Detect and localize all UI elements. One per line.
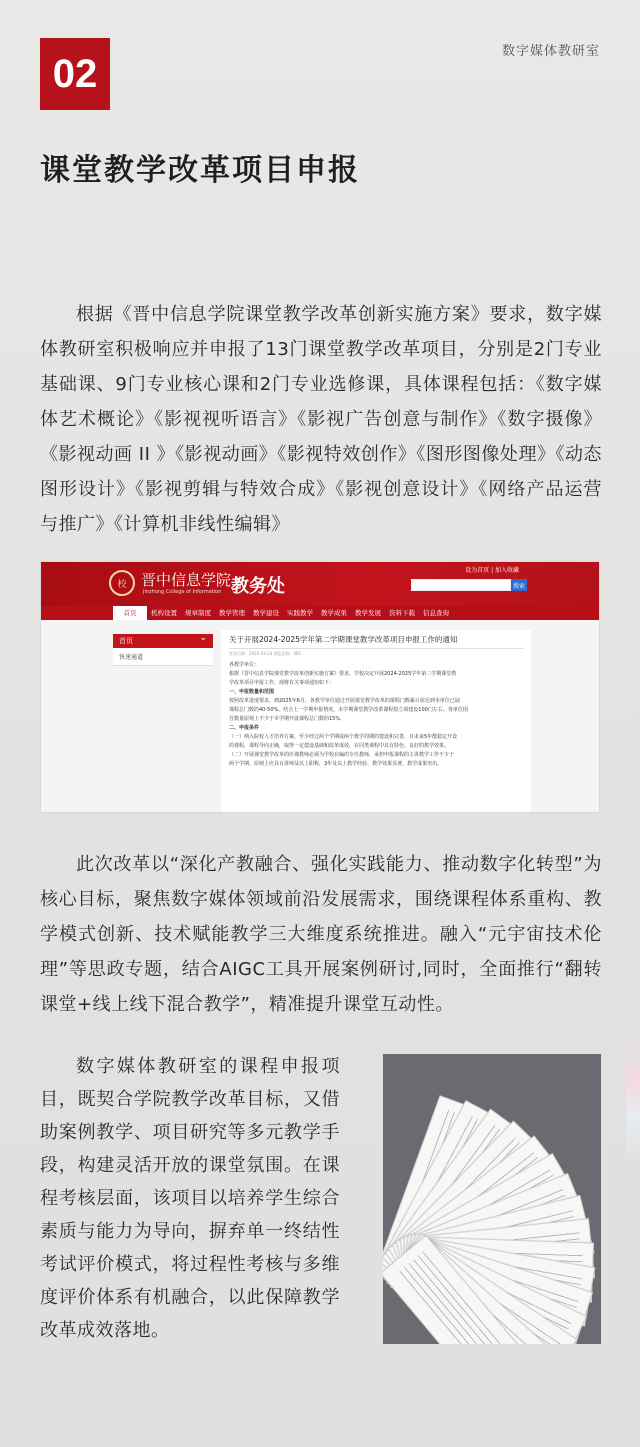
screenshot-top-links: 设为首页 | 加入收藏 bbox=[465, 567, 519, 574]
article-line: 两个学期。原则上应具有讲师及以上职称，3年及以上教学经验，教学效果显著，教学成果突出。 bbox=[229, 761, 443, 767]
screenshot-nav-item: 教学建设 bbox=[253, 609, 279, 617]
screenshot-dept-name: 教务处 bbox=[231, 576, 285, 597]
screenshot-school-name-en: Jinzhong College of Information bbox=[143, 589, 222, 595]
screenshot-nav-item: 实践教学 bbox=[287, 609, 313, 617]
section-title: 课堂教学改革项目申报 bbox=[40, 153, 360, 188]
screenshot-body bbox=[41, 620, 599, 812]
screenshot-article bbox=[221, 630, 531, 813]
article-line: 根据《晋中信息学院课堂教学改革创新实施方案》要求，学校决定开展2024-2025学年第二学期课堂教 bbox=[229, 671, 457, 677]
article-line: （一）纳入院校人才培养方案，至少经过两个学期或两个教学周期的建设和完善，且未来5年能稳定开设 bbox=[229, 734, 458, 740]
decorative-strip bbox=[626, 1050, 640, 1160]
notice-webpage-screenshot bbox=[40, 561, 600, 813]
screenshot-search-button: 搜索 bbox=[511, 579, 527, 591]
application-forms-photo bbox=[383, 1054, 601, 1344]
screenshot-sidebar bbox=[113, 634, 213, 666]
department-label: 数字媒体教研室 bbox=[501, 44, 600, 59]
screenshot-sidebar-item: 快速通道 bbox=[113, 648, 213, 666]
article-line: 按照改革进度要求，到2025年6月，各教学单位通过开展课堂教学改革的课程门数累计需达到本单位已展 bbox=[229, 698, 460, 704]
paragraph-reform-goals: 此次改革以“深化产教融合、强化实践能力、推动数字化转型”为核心目标，聚焦数字媒体领域前沿发展需求，围绕课程体系重构、教学模式创新、技术赋能教学三大维度系统推进。融入“元宇宙技术伦理”等思政专题，结合AIGC工具开展案例研讨,同时，全面推行“翻转课堂+线上线下混合教学”，精准提升课堂互动性。 bbox=[40, 854, 602, 1015]
school-seal-icon: 校 bbox=[109, 570, 135, 596]
screenshot-nav-item: 资料下载 bbox=[389, 609, 415, 617]
screenshot-search-input bbox=[411, 579, 511, 591]
screenshot-nav bbox=[41, 606, 599, 620]
paragraph-intro: 根据《晋中信息学院课堂教学改革创新实施方案》要求，数字媒体教研室积极响应并申报了13门课堂教学改革项目，分别是2门专业基础课、9门专业核心课和2门专业选修课，具体课程包括：《数字媒体艺术概论》《影视视听语言》《影视广告创意与制作》《数字摄像》《影视动画 II 》《影视动画》《影视特效创作》《图形图像处理》《动态图形设计》《影视剪辑与特效合成》《影视创意设计》《网络产品运营与推广》《计算机非线性编辑》 bbox=[40, 304, 602, 535]
screenshot-article-title: 关于开展2024-2025学年第二学期课堂教学改革项目申报工作的通知 bbox=[229, 634, 523, 649]
screenshot-nav-item: 教学管理 bbox=[219, 609, 245, 617]
screenshot-nav-item: 信息查询 bbox=[423, 609, 449, 617]
screenshot-nav-item: 首页 bbox=[113, 606, 147, 620]
screenshot-nav-item: 规章制度 bbox=[185, 609, 211, 617]
screenshot-article-meta: 发布日期：2025-03-14 浏览次数：381 bbox=[229, 651, 302, 656]
paragraph-assessment: 数字媒体教研室的课程申报项目，既契合学院教学改革目标，又借助案例教学、项目研究等多元教学手段，构建灵活开放的课堂氛围。在课程考核层面，该项目以培养学生综合素质与能力为导向，摒弃单一终结性考试评价模式，将过程性考核与多维度评价体系有机融合，以此保障教学改革成效落地。 bbox=[40, 1056, 340, 1341]
article-line: 各教学单位： bbox=[229, 662, 260, 668]
article-line: 吾数量原则上不少于本学期开设课程总门数的15%。 bbox=[229, 716, 346, 722]
article-line: 二、申报条件 bbox=[229, 725, 260, 731]
screenshot-nav-item: 教学发展 bbox=[355, 609, 381, 617]
article-line: 学改革项目申报工作，现将有关事项通知如下： bbox=[229, 680, 335, 686]
screenshot-banner bbox=[41, 562, 599, 606]
section-number-badge: 02 bbox=[40, 38, 110, 110]
article-line: （二）开展课堂教学改革的任课教师必须为学校在编的专任教师，承担申报课程的主讲教学工作不少于 bbox=[229, 752, 455, 758]
screenshot-nav-item: 教学成果 bbox=[321, 609, 347, 617]
screenshot-sidebar-head: 首页 ⌄ bbox=[113, 634, 213, 648]
article-line: 的课程，课程导向正确，取得一定建设基础和改革成效，在同类课程中具有特色、良好的教学效果。 bbox=[229, 743, 450, 749]
article-line: 课程总门数的40-50%。结合上一学期申报情况，本学期课堂教学改革课程拟立项建设100门左右。各单位围 bbox=[229, 707, 468, 713]
article-line: 一、申报数量和范围 bbox=[229, 689, 275, 695]
screenshot-nav-item: 机构设置 bbox=[151, 609, 177, 617]
screenshot-school-name: 晋中信息学院 bbox=[141, 571, 232, 589]
